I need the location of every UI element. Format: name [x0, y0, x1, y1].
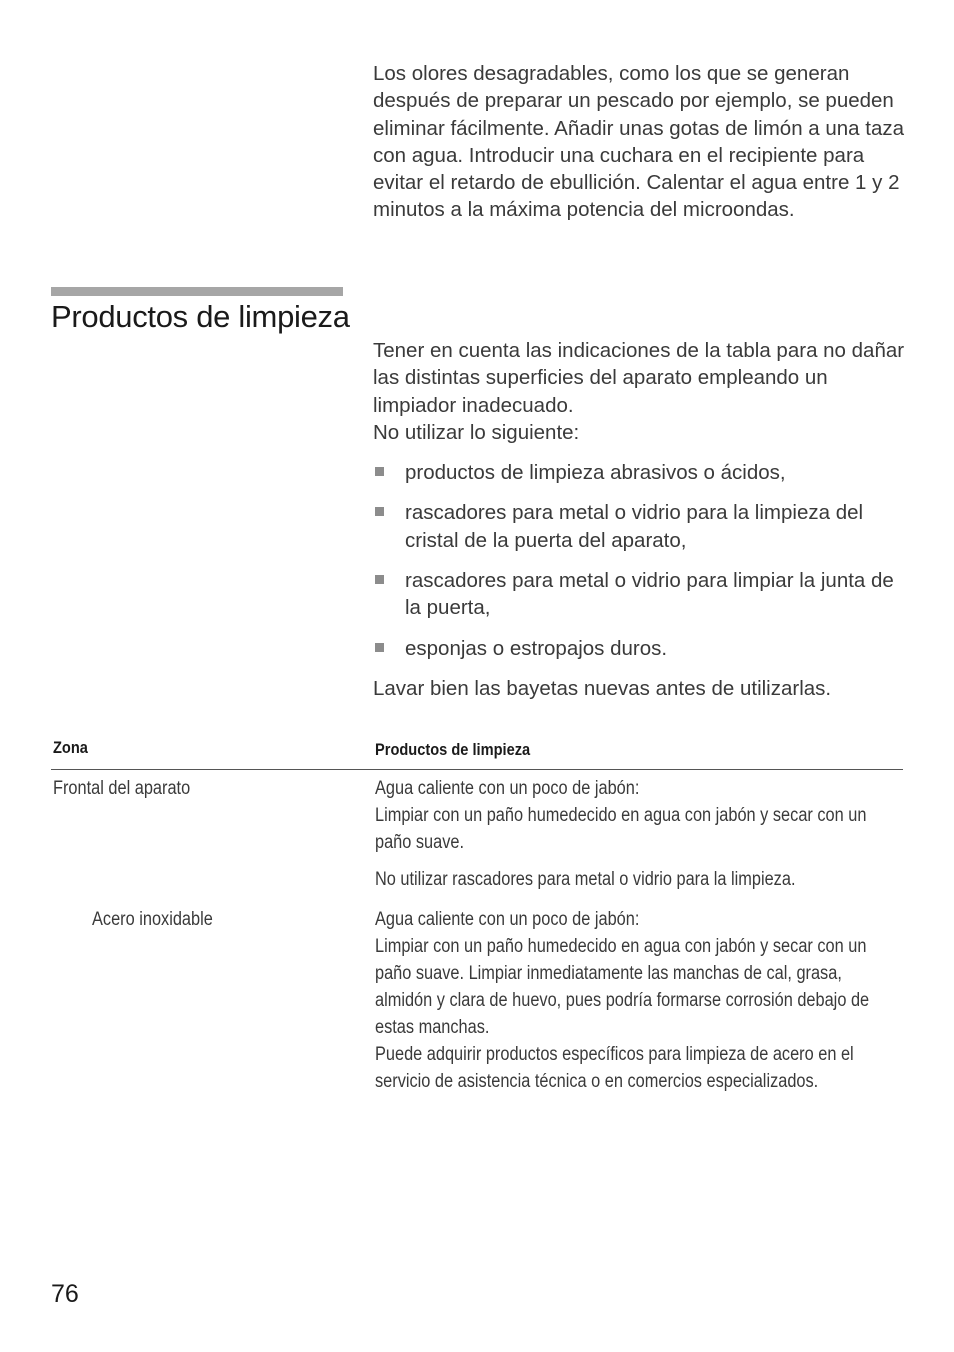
- table-row-products: [375, 775, 900, 893]
- list-item: [373, 567, 913, 622]
- square-bullet-icon: [375, 575, 384, 584]
- cell-line: Agua caliente con un poco de jabón:: [375, 909, 640, 930]
- list-item-text: rascadores para metal o vidrio para la limpieza del cristal de la puerta del aparato,: [405, 501, 864, 552]
- list-item: [373, 499, 913, 554]
- section-lead-in: No utilizar lo siguiente:: [373, 420, 580, 444]
- section-body: [373, 337, 913, 702]
- table-row-products: [375, 906, 900, 1095]
- intro-paragraph: Los olores desagradables, como los que se generan después de preparar un pescado por ejemplo, se pueden eliminar fácilmente. Añadir unas gotas de limón a una taza con agua. Introducir una cuchara en el recipiente para evitar el retardo de ebullición. Calentar el agua entre 1 y 2 minutos a la máxima potencia del microondas.: [373, 62, 905, 222]
- list-item-text: productos de limpieza abrasivos o ácidos,: [405, 461, 786, 485]
- list-item: [373, 635, 913, 662]
- square-bullet-icon: [375, 507, 384, 516]
- cell-line: Agua caliente con un poco de jabón:: [375, 778, 640, 799]
- section-title: Productos de limpieza: [51, 299, 350, 334]
- closing-note: Lavar bien las bayetas nuevas antes de utilizarlas.: [373, 676, 832, 700]
- section-rule: [51, 287, 343, 296]
- cell-line: Limpiar con un paño humedecido en agua con jabón y secar con un paño suave.: [375, 805, 867, 853]
- bullet-list: [373, 459, 913, 662]
- cell-line: Puede adquirir productos específicos para limpieza de acero en el servicio de asistencia técnica o en comercios especializados.: [375, 1044, 854, 1092]
- square-bullet-icon: [375, 643, 384, 652]
- column-header-zone: Zona: [53, 738, 88, 757]
- page-number: 76: [51, 1280, 79, 1308]
- cell-line: Limpiar con un paño humedecido en agua con jabón y secar con un paño suave. Limpiar inmediatamente las manchas de cal, grasa, almidón y clara de huevo, pues podría formarse corrosión debajo de estas manchas.: [375, 936, 870, 1038]
- cell-note: No utilizar rascadores para metal o vidrio para la limpieza.: [375, 869, 796, 890]
- list-item-text: esponjas o estropajos duros.: [405, 636, 668, 660]
- table-row-zone: Frontal del aparato: [53, 778, 191, 799]
- section-paragraph: Tener en cuenta las indicaciones de la tabla para no dañar las distintas superficies del aparato empleando un limpiador inadecuado.: [373, 339, 905, 417]
- list-item-text: rascadores para metal o vidrio para limpiar la junta de la puerta,: [405, 569, 894, 620]
- column-header-products: Productos de limpieza: [375, 740, 531, 759]
- table-row-zone: Acero inoxidable: [92, 909, 213, 930]
- square-bullet-icon: [375, 467, 384, 476]
- list-item: [373, 459, 913, 486]
- table-header: [51, 734, 903, 770]
